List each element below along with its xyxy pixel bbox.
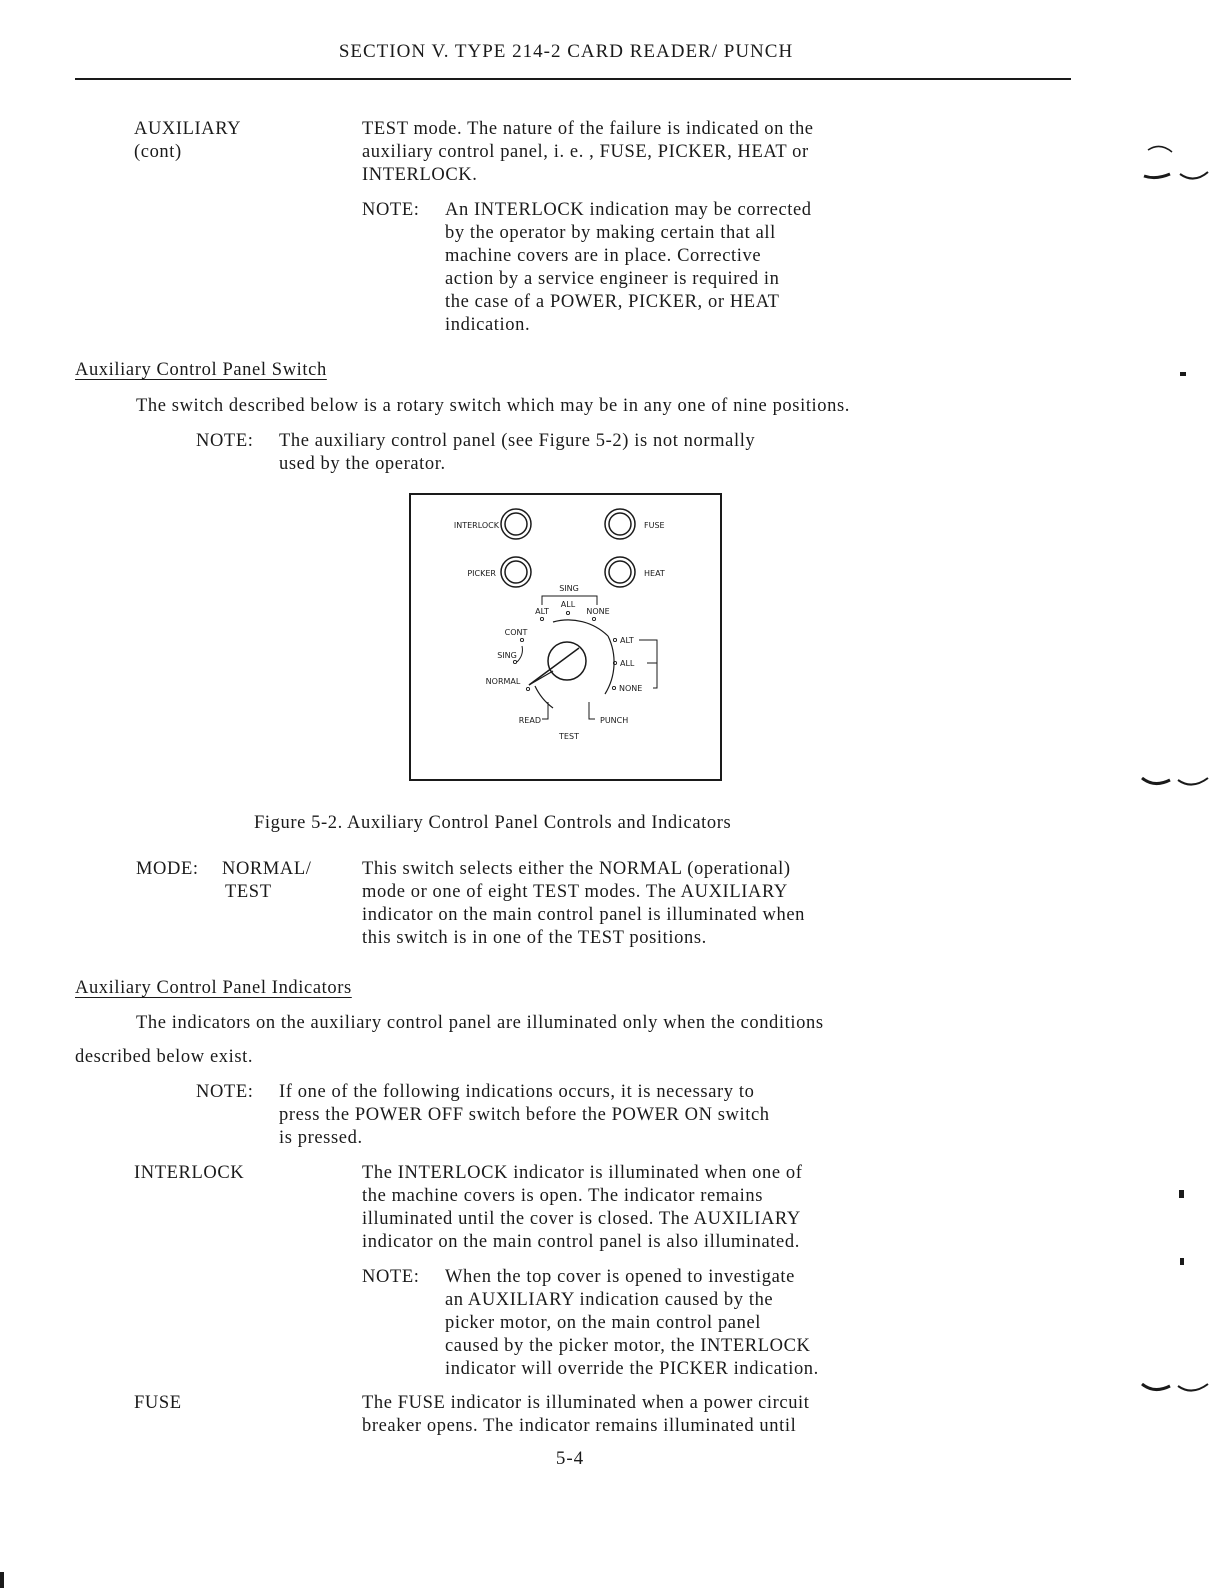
text-line: The auxiliary control panel (see Figure 5-2) is not normally — [279, 431, 756, 451]
section-heading-switch: Auxiliary Control Panel Switch — [75, 360, 327, 380]
picker-label: PICKER — [467, 569, 496, 578]
text-line: the machine covers is open. The indicator remains — [362, 1186, 763, 1206]
header-rule — [75, 78, 1071, 80]
mode-term-line: TEST — [225, 882, 272, 902]
alt-top-label: ALT — [535, 607, 549, 616]
text-line: indicator on the main control panel is also illuminated. — [362, 1232, 800, 1252]
text-line: INTERLOCK. — [362, 165, 478, 185]
fuse-lamp-icon — [605, 509, 635, 539]
normal-label: NORMAL — [485, 677, 521, 686]
binding-mark-icon — [1138, 1378, 1212, 1400]
punch-label: PUNCH — [600, 716, 629, 725]
dial-arc-left — [535, 686, 553, 708]
indicators-intro-line: described below exist. — [75, 1047, 254, 1067]
mode-term — [222, 858, 312, 904]
fuse-label: FUSE — [644, 521, 665, 530]
binding-mark-icon — [1138, 140, 1212, 186]
position-dot — [520, 638, 523, 641]
text-line: an AUXILIARY indication caused by the — [445, 1290, 774, 1310]
text-line: press the POWER OFF switch before the POWER ON switch — [279, 1105, 770, 1125]
position-dot — [513, 660, 516, 663]
text-line: auxiliary control panel, i. e. , FUSE, PICKER, HEAT or — [362, 142, 809, 162]
text-line: machine covers are in place. Corrective — [445, 246, 762, 266]
punch-lead-line — [589, 702, 595, 719]
text-line: the case of a POWER, PICKER, or HEAT — [445, 292, 780, 312]
dial-arc-right — [605, 636, 614, 694]
scan-speck — [1180, 1258, 1184, 1265]
alt-right-label: ALT — [620, 636, 634, 645]
interlock-label: INTERLOCK — [453, 521, 499, 530]
scan-speck — [1179, 1190, 1184, 1198]
sing-top-label: SING — [559, 584, 579, 593]
text-line: indicator on the main control panel is illuminated when — [362, 905, 805, 925]
text-line: action by a service engineer is required in — [445, 269, 780, 289]
read-label: READ — [518, 716, 541, 725]
switch-intro: The switch described below is a rotary switch which may be in any one of nine positions. — [136, 396, 851, 416]
text-line: If one of the following indications occurs, it is necessary to — [279, 1082, 755, 1102]
cont-label: CONT — [504, 628, 528, 637]
picker-lamp-icon — [501, 557, 531, 587]
text-line: indication. — [445, 315, 531, 335]
text-line: The INTERLOCK indicator is illuminated when one of — [362, 1163, 803, 1183]
note-label: NOTE: — [196, 431, 254, 451]
note-label: NOTE: — [196, 1082, 254, 1102]
note-label: NOTE: — [362, 1267, 420, 1287]
text-line: is pressed. — [279, 1128, 363, 1148]
dial-arc-top — [553, 620, 608, 636]
all-right-label: ALL — [620, 659, 635, 668]
all-top-label: ALL — [560, 600, 576, 609]
text-line: by the operator by making certain that all — [445, 223, 776, 243]
fuse-description — [362, 1392, 810, 1438]
indicators-note — [279, 1081, 770, 1150]
section-heading-indicators: Auxiliary Control Panel Indicators — [75, 978, 352, 998]
auxiliary-term-line: AUXILIARY — [134, 119, 242, 139]
text-line: illuminated until the cover is closed. The AUXILIARY — [362, 1209, 801, 1229]
text-line: picker motor, on the main control panel — [445, 1313, 762, 1333]
mode-description — [362, 858, 805, 950]
read-lead-line — [542, 702, 548, 719]
none-top-label: NONE — [586, 607, 610, 616]
page-number: 5-4 — [555, 1448, 585, 1469]
text-line: this switch is in one of the TEST positions. — [362, 928, 707, 948]
figure-caption: Figure 5-2. Auxiliary Control Panel Controls and Indicators — [254, 813, 732, 833]
scan-edge-mark — [0, 1572, 4, 1588]
figure-panel — [409, 493, 722, 781]
sing-lead-line — [517, 646, 522, 662]
text-line: breaker opens. The indicator remains illuminated until — [362, 1416, 797, 1436]
auxiliary-note — [445, 199, 812, 337]
text-line: TEST mode. The nature of the failure is indicated on the — [362, 119, 814, 139]
position-dot — [526, 687, 529, 690]
page-header: SECTION V. TYPE 214-2 CARD READER/ PUNCH — [338, 41, 794, 62]
interlock-description — [362, 1162, 803, 1254]
control-panel-diagram — [411, 495, 720, 779]
text-line: mode or one of eight TEST modes. The AUXILIARY — [362, 882, 788, 902]
auxiliary-term-line: (cont) — [134, 142, 182, 162]
text-line: An INTERLOCK indication may be corrected — [445, 200, 812, 220]
mode-label: MODE: — [136, 859, 199, 879]
text-line: caused by the picker motor, the INTERLOCK — [445, 1336, 811, 1356]
sing-left-label: SING — [497, 651, 517, 660]
auxiliary-term — [134, 118, 241, 164]
mode-term-line: NORMAL/ — [222, 859, 312, 879]
none-right-label: NONE — [619, 684, 643, 693]
interlock-note — [445, 1266, 819, 1381]
heat-label: HEAT — [644, 569, 665, 578]
position-dot — [613, 638, 616, 641]
rotary-switch-knob-icon — [529, 642, 586, 685]
switch-note — [279, 430, 755, 476]
text-line: This switch selects either the NORMAL (operational) — [362, 859, 791, 879]
test-right-bracket — [639, 640, 657, 688]
position-dot — [540, 617, 543, 620]
position-dot — [566, 611, 569, 614]
interlock-term: INTERLOCK — [134, 1163, 245, 1183]
fuse-term: FUSE — [134, 1393, 182, 1413]
position-dot — [612, 686, 615, 689]
position-dot — [592, 617, 595, 620]
text-line: used by the operator. — [279, 454, 446, 474]
heat-lamp-icon — [605, 557, 635, 587]
auxiliary-description — [362, 118, 814, 187]
test-label: TEST — [559, 732, 579, 741]
text-line: When the top cover is opened to investigate — [445, 1267, 795, 1287]
text-line: The FUSE indicator is illuminated when a power circuit — [362, 1393, 810, 1413]
interlock-lamp-icon — [501, 509, 531, 539]
text-line: indicator will override the PICKER indication. — [445, 1359, 819, 1379]
indicators-intro-line: The indicators on the auxiliary control panel are illuminated only when the conditions — [136, 1013, 824, 1033]
binding-mark-icon — [1138, 772, 1212, 794]
scan-speck — [1180, 372, 1186, 376]
note-label: NOTE: — [362, 200, 420, 220]
